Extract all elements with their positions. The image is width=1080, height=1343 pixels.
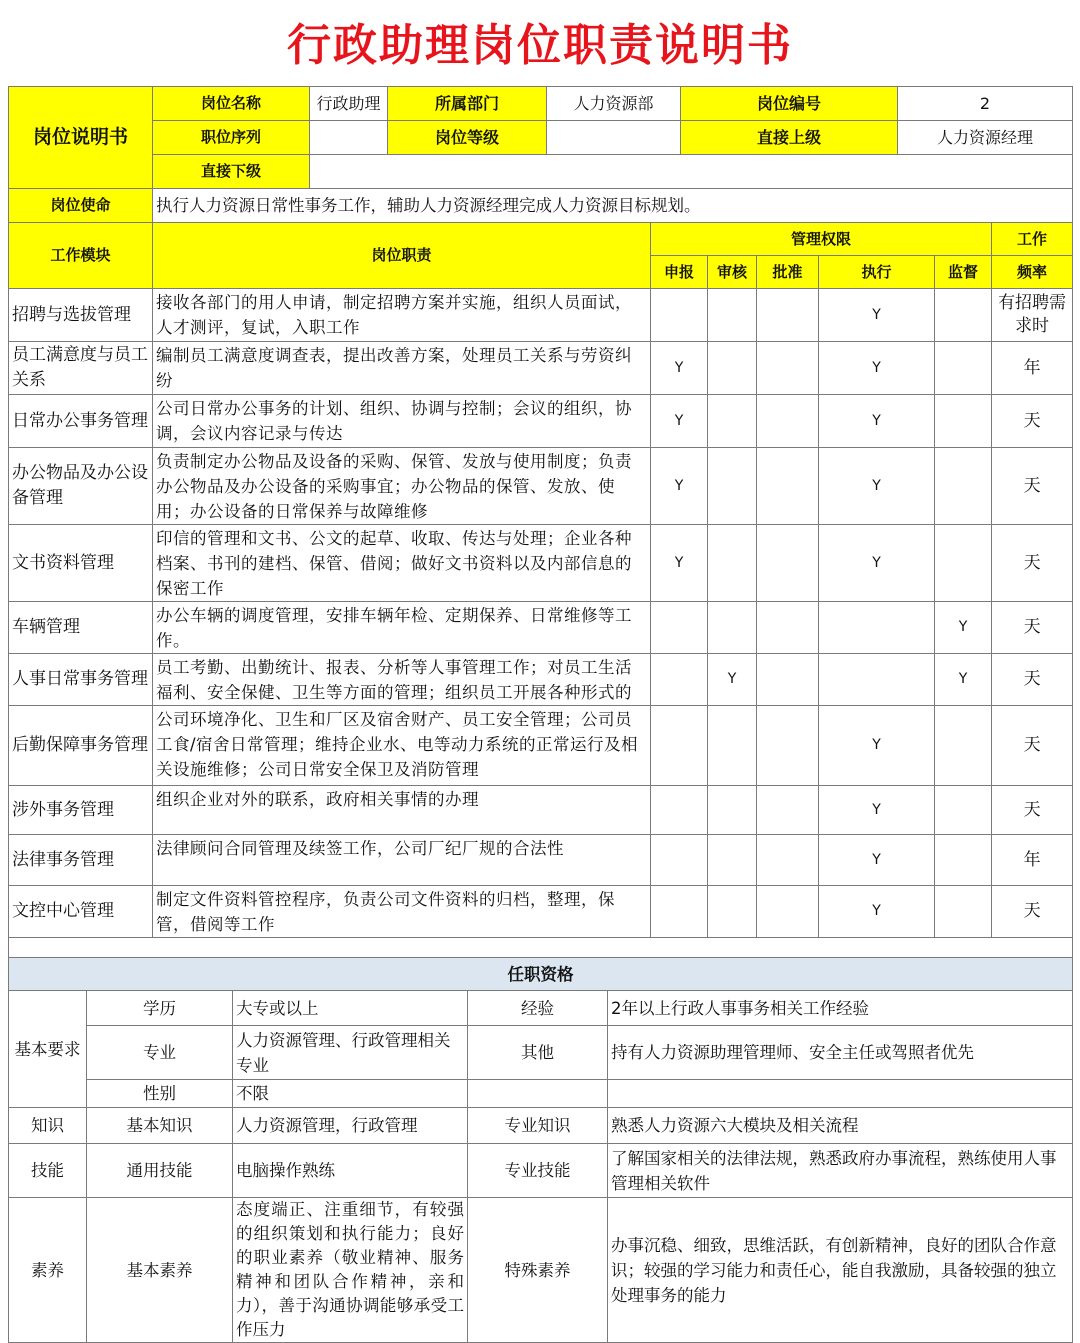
authority-approve-mark bbox=[757, 525, 819, 602]
authority-supervise-mark bbox=[935, 786, 992, 835]
authority-approve-mark bbox=[757, 786, 819, 835]
duty-frequency: 天 bbox=[992, 395, 1073, 448]
duty-module: 法律事务管理 bbox=[9, 835, 153, 886]
duty-module: 车辆管理 bbox=[9, 602, 153, 654]
auth-col-review: 审核 bbox=[708, 256, 757, 289]
special-quality-value: 办事沉稳、细致，思维活跃，有创新精神，良好的团队合作意识；较强的学习能力和责任心，能自我激励，具备较强的独立处理事务的能力 bbox=[608, 1198, 1073, 1343]
education-value: 大专或以上 bbox=[233, 991, 468, 1026]
authority-report-mark: Y bbox=[651, 448, 708, 525]
superior-label: 直接上级 bbox=[681, 121, 898, 155]
auth-col-execute: 执行 bbox=[819, 256, 935, 289]
authority-execute-mark: Y bbox=[819, 786, 935, 835]
duty-row bbox=[9, 835, 1073, 886]
authority-report-mark: Y bbox=[651, 395, 708, 448]
duty-module: 办公物品及办公设备管理 bbox=[9, 448, 153, 525]
authority-review-mark bbox=[708, 706, 757, 786]
duty-header: 岗位职责 bbox=[153, 223, 651, 289]
freq-header-bottom: 频率 bbox=[992, 256, 1073, 289]
authority-execute-mark bbox=[819, 602, 935, 654]
duty-row bbox=[9, 654, 1073, 706]
authority-review-mark bbox=[708, 342, 757, 395]
duty-frequency: 天 bbox=[992, 886, 1073, 938]
duty-row bbox=[9, 886, 1073, 938]
duty-module: 招聘与选拔管理 bbox=[9, 289, 153, 342]
experience-label: 经验 bbox=[468, 991, 608, 1026]
duty-row bbox=[9, 289, 1073, 342]
duty-frequency: 天 bbox=[992, 706, 1073, 786]
sequence-value bbox=[310, 121, 388, 155]
duty-row bbox=[9, 706, 1073, 786]
authority-supervise-mark bbox=[935, 395, 992, 448]
auth-col-report: 申报 bbox=[651, 256, 708, 289]
qualifications-title: 任职资格 bbox=[9, 958, 1073, 991]
special-quality-label: 特殊素养 bbox=[468, 1198, 608, 1343]
superior-value: 人力资源经理 bbox=[898, 121, 1073, 155]
knowledge-label: 知识 bbox=[9, 1108, 87, 1144]
auth-col-approve: 批准 bbox=[757, 256, 819, 289]
authority-supervise-mark bbox=[935, 706, 992, 786]
other-label: 其他 bbox=[468, 1026, 608, 1080]
authority-execute-mark bbox=[819, 654, 935, 706]
authority-approve-mark bbox=[757, 342, 819, 395]
duty-frequency: 年 bbox=[992, 342, 1073, 395]
duty-module: 后勤保障事务管理 bbox=[9, 706, 153, 786]
grade-value bbox=[547, 121, 681, 155]
duty-frequency: 天 bbox=[992, 525, 1073, 602]
duty-module: 人事日常事务管理 bbox=[9, 654, 153, 706]
position-name-value: 行政助理 bbox=[310, 87, 388, 121]
other-value: 持有人力资源助理管理师、安全主任或驾照者优先 bbox=[608, 1026, 1073, 1080]
authority-execute-mark: Y bbox=[819, 525, 935, 602]
authority-review-mark bbox=[708, 395, 757, 448]
mission-label: 岗位使命 bbox=[9, 189, 153, 223]
authority-report-mark: Y bbox=[651, 525, 708, 602]
duty-row bbox=[9, 786, 1073, 835]
qualifications-table bbox=[8, 957, 1073, 1343]
general-skill-label: 通用技能 bbox=[87, 1144, 233, 1198]
general-skill-value: 电脑操作熟练 bbox=[233, 1144, 468, 1198]
authority-approve-mark bbox=[757, 654, 819, 706]
duty-row bbox=[9, 525, 1073, 602]
duty-frequency: 天 bbox=[992, 786, 1073, 835]
authority-supervise-mark bbox=[935, 835, 992, 886]
pro-knowledge-label: 专业知识 bbox=[468, 1108, 608, 1144]
authority-report-mark bbox=[651, 786, 708, 835]
basic-quality-label: 基本素养 bbox=[87, 1198, 233, 1343]
authority-header: 管理权限 bbox=[651, 223, 992, 256]
authority-approve-mark bbox=[757, 886, 819, 938]
authority-execute-mark: Y bbox=[819, 886, 935, 938]
subordinate-label: 直接下级 bbox=[153, 155, 310, 189]
duty-frequency: 年 bbox=[992, 835, 1073, 886]
authority-review-mark bbox=[708, 525, 757, 602]
duty-row bbox=[9, 602, 1073, 654]
duty-module: 文书资料管理 bbox=[9, 525, 153, 602]
authority-report-mark bbox=[651, 835, 708, 886]
mission-value: 执行人力资源日常性事务工作，辅助人力资源经理完成人力资源目标规划。 bbox=[153, 189, 1073, 223]
duty-frequency: 天 bbox=[992, 654, 1073, 706]
duty-module: 日常办公事务管理 bbox=[9, 395, 153, 448]
authority-supervise-mark: Y bbox=[935, 602, 992, 654]
authority-execute-mark: Y bbox=[819, 395, 935, 448]
gender-value: 不限 bbox=[233, 1080, 468, 1108]
authority-approve-mark bbox=[757, 289, 819, 342]
major-label: 专业 bbox=[87, 1026, 233, 1080]
position-name-label: 岗位名称 bbox=[153, 87, 310, 121]
basic-label: 基本要求 bbox=[9, 991, 87, 1108]
authority-supervise-mark bbox=[935, 525, 992, 602]
authority-review-mark bbox=[708, 786, 757, 835]
authority-approve-mark bbox=[757, 706, 819, 786]
authority-report-mark bbox=[651, 654, 708, 706]
gender-label: 性别 bbox=[87, 1080, 233, 1108]
experience-value: 2年以上行政人事事务相关工作经验 bbox=[608, 991, 1073, 1026]
duty-description: 编制员工满意度调查表，提出改善方案，处理员工关系与劳资纠纷 bbox=[153, 342, 651, 395]
authority-review-mark bbox=[708, 835, 757, 886]
authority-supervise-mark: Y bbox=[935, 654, 992, 706]
authority-review-mark bbox=[708, 289, 757, 342]
sequence-label: 职位序列 bbox=[153, 121, 310, 155]
authority-supervise-mark bbox=[935, 342, 992, 395]
pro-skill-label: 专业技能 bbox=[468, 1144, 608, 1198]
authority-approve-mark bbox=[757, 835, 819, 886]
authority-report-mark bbox=[651, 602, 708, 654]
auth-col-supervise: 监督 bbox=[935, 256, 992, 289]
authority-report-mark: Y bbox=[651, 342, 708, 395]
duty-description: 印信的管理和文书、公文的起草、收取、传达与处理；企业各种档案、书刊的建档、保管、借阅；做好文书资料以及内部信息的保密工作 bbox=[153, 525, 651, 602]
position-no-label: 岗位编号 bbox=[681, 87, 898, 121]
duty-description: 组织企业对外的联系，政府相关事情的办理 bbox=[153, 786, 651, 835]
authority-report-mark bbox=[651, 706, 708, 786]
basic-knowledge-value: 人力资源管理，行政管理 bbox=[233, 1108, 468, 1144]
grade-label: 岗位等级 bbox=[388, 121, 547, 155]
authority-execute-mark: Y bbox=[819, 706, 935, 786]
position-header-table bbox=[8, 86, 1073, 223]
duty-frequency: 天 bbox=[992, 448, 1073, 525]
pro-knowledge-value: 熟悉人力资源六大模块及相关流程 bbox=[608, 1108, 1073, 1144]
subordinate-value bbox=[310, 155, 1073, 189]
authority-review-mark bbox=[708, 886, 757, 938]
duty-module: 员工满意度与员工关系 bbox=[9, 342, 153, 395]
position-no-value: 2 bbox=[898, 87, 1073, 121]
department-value: 人力资源部 bbox=[547, 87, 681, 121]
duty-description: 制定文件资料管控程序，负责公司文件资料的归档，整理，保管，借阅等工作 bbox=[153, 886, 651, 938]
authority-review-mark bbox=[708, 602, 757, 654]
authority-supervise-mark bbox=[935, 289, 992, 342]
duties-table bbox=[8, 222, 1073, 963]
duty-description: 法律顾问合同管理及续签工作，公司厂纪厂规的合法性 bbox=[153, 835, 651, 886]
authority-report-mark bbox=[651, 886, 708, 938]
duty-frequency: 有招聘需求时 bbox=[992, 289, 1073, 342]
authority-execute-mark: Y bbox=[819, 342, 935, 395]
authority-execute-mark: Y bbox=[819, 835, 935, 886]
pro-skill-value: 了解国家相关的法律法规，熟悉政府办事流程，熟练使用人事管理相关软件 bbox=[608, 1144, 1073, 1198]
authority-review-mark: Y bbox=[708, 654, 757, 706]
education-label: 学历 bbox=[87, 991, 233, 1026]
department-label: 所属部门 bbox=[388, 87, 547, 121]
authority-approve-mark bbox=[757, 602, 819, 654]
authority-supervise-mark bbox=[935, 448, 992, 525]
authority-supervise-mark bbox=[935, 886, 992, 938]
major-value: 人力资源管理、行政管理相关专业 bbox=[233, 1026, 468, 1080]
duty-description: 公司日常办公事务的计划、组织、协调与控制；会议的组织，协调，会议内容记录与传达 bbox=[153, 395, 651, 448]
duty-frequency: 天 bbox=[992, 602, 1073, 654]
authority-report-mark bbox=[651, 289, 708, 342]
quality-label: 素养 bbox=[9, 1198, 87, 1343]
authority-execute-mark: Y bbox=[819, 448, 935, 525]
authority-approve-mark bbox=[757, 395, 819, 448]
duty-description: 办公车辆的调度管理，安排车辆年检、定期保养、日常维修等工作。 bbox=[153, 602, 651, 654]
duty-row bbox=[9, 448, 1073, 525]
duty-module: 文控中心管理 bbox=[9, 886, 153, 938]
authority-approve-mark bbox=[757, 448, 819, 525]
page-title: 行政助理岗位职责说明书 bbox=[287, 20, 793, 71]
duty-description: 接收各部门的用人申请，制定招聘方案并实施，组织人员面试，人才测评，复试，入职工作 bbox=[153, 289, 651, 342]
duty-row bbox=[9, 342, 1073, 395]
duty-row bbox=[9, 395, 1073, 448]
skills-label: 技能 bbox=[9, 1144, 87, 1198]
basic-quality-value: 态度端正、注重细节，有较强的组织策划和执行能力；良好的职业素养（敬业精神、服务精神和团队合作精神，亲和力），善于沟通协调能够承受工作压力 bbox=[233, 1198, 468, 1343]
authority-execute-mark: Y bbox=[819, 289, 935, 342]
authority-review-mark bbox=[708, 448, 757, 525]
doc-label: 岗位说明书 bbox=[9, 87, 153, 189]
duty-module: 涉外事务管理 bbox=[9, 786, 153, 835]
module-header: 工作模块 bbox=[9, 223, 153, 289]
duty-description: 负责制定办公物品及设备的采购、保管、发放与使用制度；负责办公物品及办公设备的采购事宜；办公物品的保管、发放、使用；办公设备的日常保养与故障维修 bbox=[153, 448, 651, 525]
duty-description: 公司环境净化、卫生和厂区及宿舍财产、员工安全管理；公司员工食/宿舍日常管理；维持企业水、电等动力系统的正常运行及相关设施维修；公司日常安全保卫及消防管理 bbox=[153, 706, 651, 786]
freq-header-top: 工作 bbox=[992, 223, 1073, 256]
basic-knowledge-label: 基本知识 bbox=[87, 1108, 233, 1144]
duty-description: 员工考勤、出勤统计、报表、分析等人事管理工作；对员工生活福利、安全保健、卫生等方面的管理；组织员工开展各种形式的 bbox=[153, 654, 651, 706]
